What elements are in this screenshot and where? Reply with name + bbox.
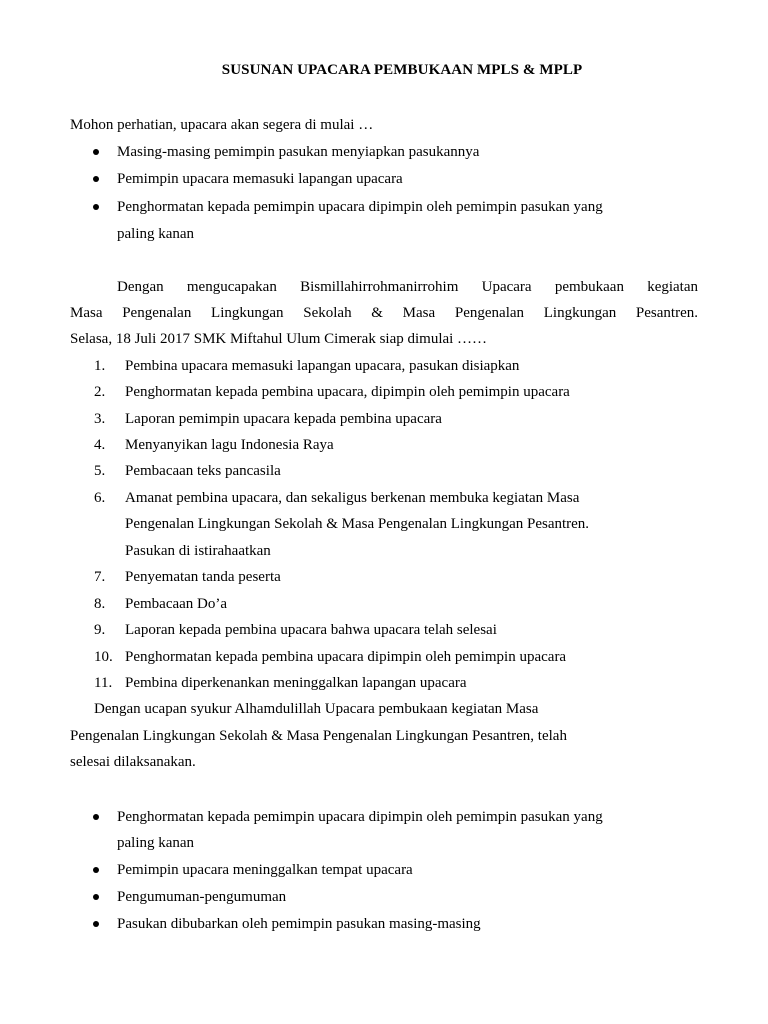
bullet-icon bbox=[93, 867, 99, 873]
paragraph-text: Masa Pengenalan Lingkungan Sekolah & Masa Pengenalan Lingkungan Pesantren. bbox=[70, 305, 698, 321]
bullet-icon bbox=[93, 814, 99, 820]
list-number: 3. bbox=[94, 411, 106, 427]
list-item: Penghormatan kepada pembina upacara, dipimpin oleh pemimpin upacara bbox=[125, 384, 570, 400]
list-item: Pemimpin upacara meninggalkan tempat upacara bbox=[117, 862, 413, 878]
paragraph-line bbox=[70, 303, 698, 323]
list-number: 2. bbox=[94, 384, 106, 400]
intro-text: Mohon perhatian, upacara akan segera di mulai … bbox=[70, 117, 374, 133]
list-item: Masing-masing pemimpin pasukan menyiapkan pasukannya bbox=[117, 144, 480, 160]
list-item: Pembacaan Do’a bbox=[125, 596, 228, 612]
list-number: 1. bbox=[94, 358, 106, 374]
list-number: 6. bbox=[94, 490, 106, 506]
list-item: Pasukan dibubarkan oleh pemimpin pasukan masing-masing bbox=[117, 916, 481, 932]
list-number: 9. bbox=[94, 622, 106, 638]
list-item: Penghormatan kepada pemimpin upacara dipimpin oleh pemimpin pasukan yang bbox=[117, 809, 603, 825]
bullet-icon bbox=[93, 921, 99, 927]
list-item: Menyanyikan lagu Indonesia Raya bbox=[125, 437, 334, 453]
list-item: Laporan kepada pembina upacara bahwa upacara telah selesai bbox=[125, 622, 497, 638]
list-item: Pembina upacara memasuki lapangan upacara, pasukan disiapkan bbox=[125, 358, 520, 374]
paragraph-text: Dengan ucapan syukur Alhamdulillah Upacara pembukaan kegiatan Masa bbox=[94, 701, 539, 717]
paragraph-text: Dengan mengucapakan Bismillahirrohmanirrohim Upacara pembukaan kegiatan bbox=[117, 279, 698, 295]
list-item: Penghormatan kepada pemimpin upacara dipimpin oleh pemimpin pasukan yang bbox=[117, 199, 603, 215]
list-number: 11. bbox=[94, 675, 113, 691]
list-item-continuation: paling kanan bbox=[117, 835, 195, 851]
list-item: Pengumuman-pengumuman bbox=[117, 889, 287, 905]
bullet-icon bbox=[93, 149, 99, 155]
list-item: Penghormatan kepada pembina upacara dipimpin oleh pemimpin upacara bbox=[125, 649, 567, 665]
list-item: Amanat pembina upacara, dan sekaligus berkenan membuka kegiatan Masa bbox=[125, 490, 580, 506]
list-item: Penyematan tanda peserta bbox=[125, 569, 281, 585]
list-item: Pemimpin upacara memasuki lapangan upacara bbox=[117, 171, 403, 187]
list-number: 10. bbox=[94, 649, 113, 665]
paragraph-text: Selasa, 18 Juli 2017 SMK Miftahul Ulum Cimerak siap dimulai …… bbox=[70, 331, 488, 347]
list-item-continuation: Pengenalan Lingkungan Sekolah & Masa Pengenalan Lingkungan Pesantren. bbox=[125, 516, 590, 532]
list-number: 7. bbox=[94, 569, 106, 585]
list-number: 5. bbox=[94, 463, 106, 479]
bullet-icon bbox=[93, 894, 99, 900]
bullet-icon bbox=[93, 204, 99, 210]
list-item-continuation: paling kanan bbox=[117, 226, 195, 242]
list-item: Pembina diperkenankan meninggalkan lapangan upacara bbox=[125, 675, 467, 691]
list-item: Laporan pemimpin upacara kepada pembina upacara bbox=[125, 411, 442, 427]
list-item: Pembacaan teks pancasila bbox=[125, 463, 281, 479]
list-item-continuation: Pasukan di istirahaatkan bbox=[125, 543, 271, 559]
list-number: 4. bbox=[94, 437, 106, 453]
paragraph-line bbox=[117, 277, 698, 297]
paragraph-text: selesai dilaksanakan. bbox=[70, 754, 196, 770]
bullet-icon bbox=[93, 176, 99, 182]
paragraph-text: Pengenalan Lingkungan Sekolah & Masa Pengenalan Lingkungan Pesantren, telah bbox=[70, 728, 567, 744]
document-title: SUSUNAN UPACARA PEMBUKAAN MPLS & MPLP bbox=[221, 62, 583, 78]
list-number: 8. bbox=[94, 596, 106, 612]
